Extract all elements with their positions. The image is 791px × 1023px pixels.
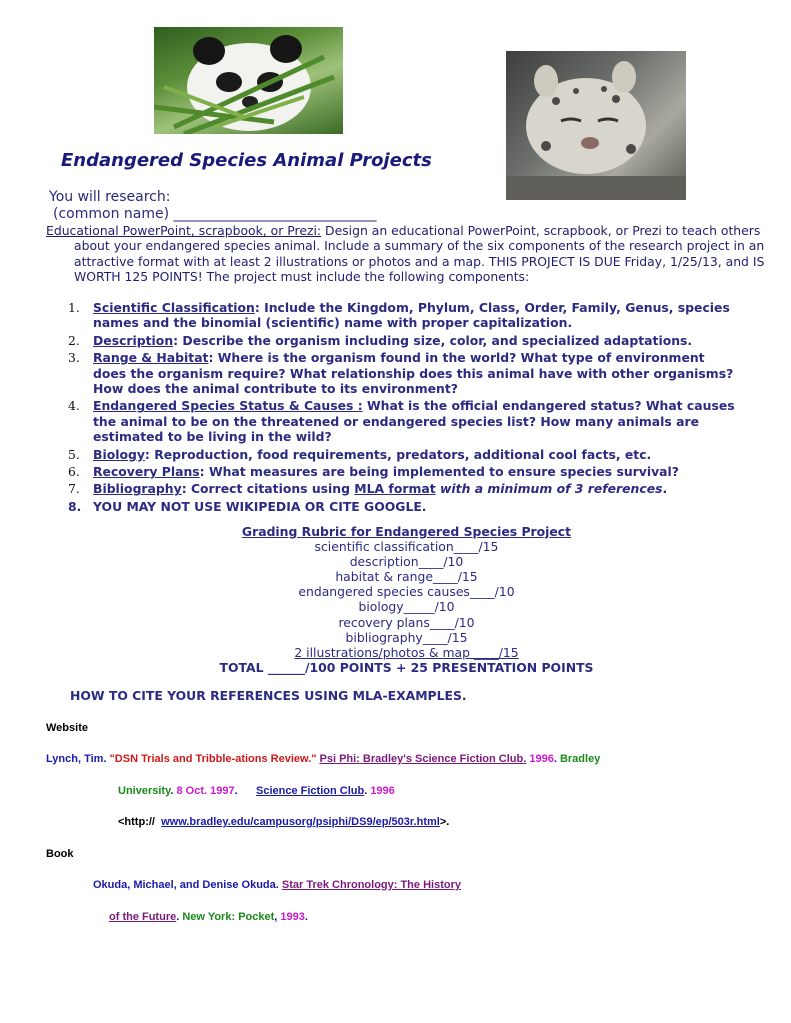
cite-sponsor: Bradley <box>559 753 601 765</box>
website-citation-line1 <box>46 753 600 765</box>
item-number: 1. <box>68 300 80 315</box>
cite-punct: . <box>304 911 308 923</box>
rubric-line: scientific classification____/15 <box>314 539 499 555</box>
cite-punct: . <box>176 911 183 923</box>
item-number: 8. <box>68 498 82 514</box>
item-text: : Describe the organism including size, color, and specialized adaptations. <box>173 332 693 348</box>
item-text: : Include the Kingdom, Phylum, Class, Order, Family, Genus, species names and the binomial (scientific) name with proper capitalization. <box>93 300 730 331</box>
cite-city: New York: <box>182 911 239 923</box>
item-number: 5. <box>68 446 80 462</box>
rubric-line: recovery plans____/10 <box>338 614 475 630</box>
item-text: YOU MAY NOT USE WIKIPEDIA OR CITE GOOGLE. <box>93 498 427 514</box>
cite-punct: . <box>234 785 256 797</box>
rubric-line: bibliography____/15 <box>345 629 468 645</box>
list-item <box>62 350 742 396</box>
item-text: : What measures are being implemented to ensure species survival? <box>199 464 679 480</box>
cite-book-title2[interactable]: of the Future <box>109 911 177 923</box>
website-citation-line2 <box>118 785 395 797</box>
rubric-line: 2 illustrations/photos & map ____/15 <box>294 644 519 660</box>
cite-punct: , <box>274 911 281 923</box>
website-citation-line3 <box>118 816 449 828</box>
intro-lead: Educational PowerPoint, scrapbook, or Prezi: <box>46 223 322 238</box>
components-list <box>62 300 742 516</box>
rubric-line: habitat & range____/15 <box>335 569 478 585</box>
cite-punct: . <box>170 785 177 797</box>
website-heading: Website <box>46 722 88 734</box>
list-item <box>62 499 742 514</box>
research-label: You will research: <box>49 189 171 205</box>
item-text: : Correct citations using <box>181 481 355 497</box>
rubric-line: endangered species causes____/10 <box>298 584 515 600</box>
mla-heading: HOW TO CITE YOUR REFERENCES USING MLA-EXAMPLES. <box>70 688 467 703</box>
book-citation-line1 <box>93 879 461 891</box>
cite-punct: . <box>364 785 371 797</box>
item-text: : Reproduction, food requirements, predators, additional cool facts, etc. <box>144 446 652 462</box>
cite-year: 1996 <box>526 753 554 765</box>
cite-url-link[interactable]: www.bradley.edu/campusorg/psiphi/DS9/ep/503r.html <box>161 816 440 828</box>
list-item <box>62 333 742 348</box>
item-number: 2. <box>68 332 80 348</box>
cite-authors: Okuda, Michael, and Denise Okuda. <box>93 879 282 891</box>
cite-url-post: >. <box>439 816 450 828</box>
research-prompt <box>49 189 377 223</box>
book-citation-line2 <box>109 911 308 923</box>
cite-year: 1993 <box>280 911 305 923</box>
cite-club-link[interactable]: Science Fiction Club <box>256 785 365 797</box>
item-heading: Recovery Plans <box>93 464 200 480</box>
item-heading: Bibliography <box>93 481 182 497</box>
item-text: : Where is the organism found in the world? What type of environment does the organism require? What relationship does this animal have with other organisms? How does the animal contribute to its environment? <box>93 350 734 397</box>
list-item <box>62 481 742 496</box>
rubric-total: TOTAL ______/100 POINTS + 25 PRESENTATION POINTS <box>219 659 594 675</box>
rubric-line: biology_____/10 <box>358 599 455 615</box>
list-item <box>62 300 742 331</box>
intro-text: Design an educational PowerPoint, scrapbook, or Prezi to teach others about your endangered species animal. Include a summary of the six components of the research project in an attractive format with at least 2 illustrations or photos and a map. THIS PROJECT IS DUE Friday, 1/25/13, and IS WORTH 125 POINTS! The project must include the following components: <box>74 223 765 285</box>
cite-site-link[interactable]: Psi Phi: Bradley's Science Fiction Club. <box>319 753 527 765</box>
snow-leopard-image <box>506 51 686 200</box>
list-item <box>62 447 742 462</box>
item-heading: Endangered Species Status & Causes : <box>93 398 363 414</box>
book-heading: Book <box>46 848 74 860</box>
panda-illustration <box>154 27 343 134</box>
panda-image <box>154 27 343 134</box>
cite-date: 8 Oct. 1997 <box>176 785 235 797</box>
item-number: 4. <box>68 398 80 414</box>
item-number: 6. <box>68 464 80 480</box>
mla-format-link[interactable]: MLA format <box>354 481 436 497</box>
list-item <box>62 464 742 479</box>
page-title: Endangered Species Animal Projects <box>61 150 432 171</box>
intro-paragraph <box>46 223 774 285</box>
snow-leopard-illustration <box>506 51 686 200</box>
common-name-blank: (common name) _____________________________ <box>53 206 377 222</box>
item-text-italic: with a minimum of 3 references <box>435 481 663 497</box>
item-heading: Description <box>93 332 174 348</box>
cite-author: Lynch, Tim. <box>46 753 110 765</box>
item-heading: Biology <box>93 446 145 462</box>
cite-title: "DSN Trials and Tribble-ations Review." <box>109 753 317 765</box>
item-heading: Range & Habitat <box>93 350 209 366</box>
item-text-end: . <box>662 481 668 497</box>
rubric-title: Grading Rubric for Endangered Species Project <box>241 524 572 539</box>
cite-book-title[interactable]: Star Trek Chronology: The History <box>281 879 461 891</box>
cite-publisher: Pocket <box>238 911 275 923</box>
item-text: What is the official endangered status? What causes the animal to be on the threatened or endangered species list? How many animals are estimated to be living in the wild? <box>93 398 735 445</box>
item-number: 7. <box>68 481 80 497</box>
cite-sponsor2: University <box>118 785 171 797</box>
item-number: 3. <box>68 350 80 366</box>
grading-rubric <box>195 524 618 675</box>
list-item <box>62 398 742 444</box>
cite-punct: . <box>553 753 560 765</box>
cite-year2: 1996 <box>370 785 395 797</box>
rubric-line: description____/10 <box>349 554 464 570</box>
cite-url-pre: <http:// <box>118 816 162 828</box>
item-heading: Scientific Classification <box>93 300 255 315</box>
